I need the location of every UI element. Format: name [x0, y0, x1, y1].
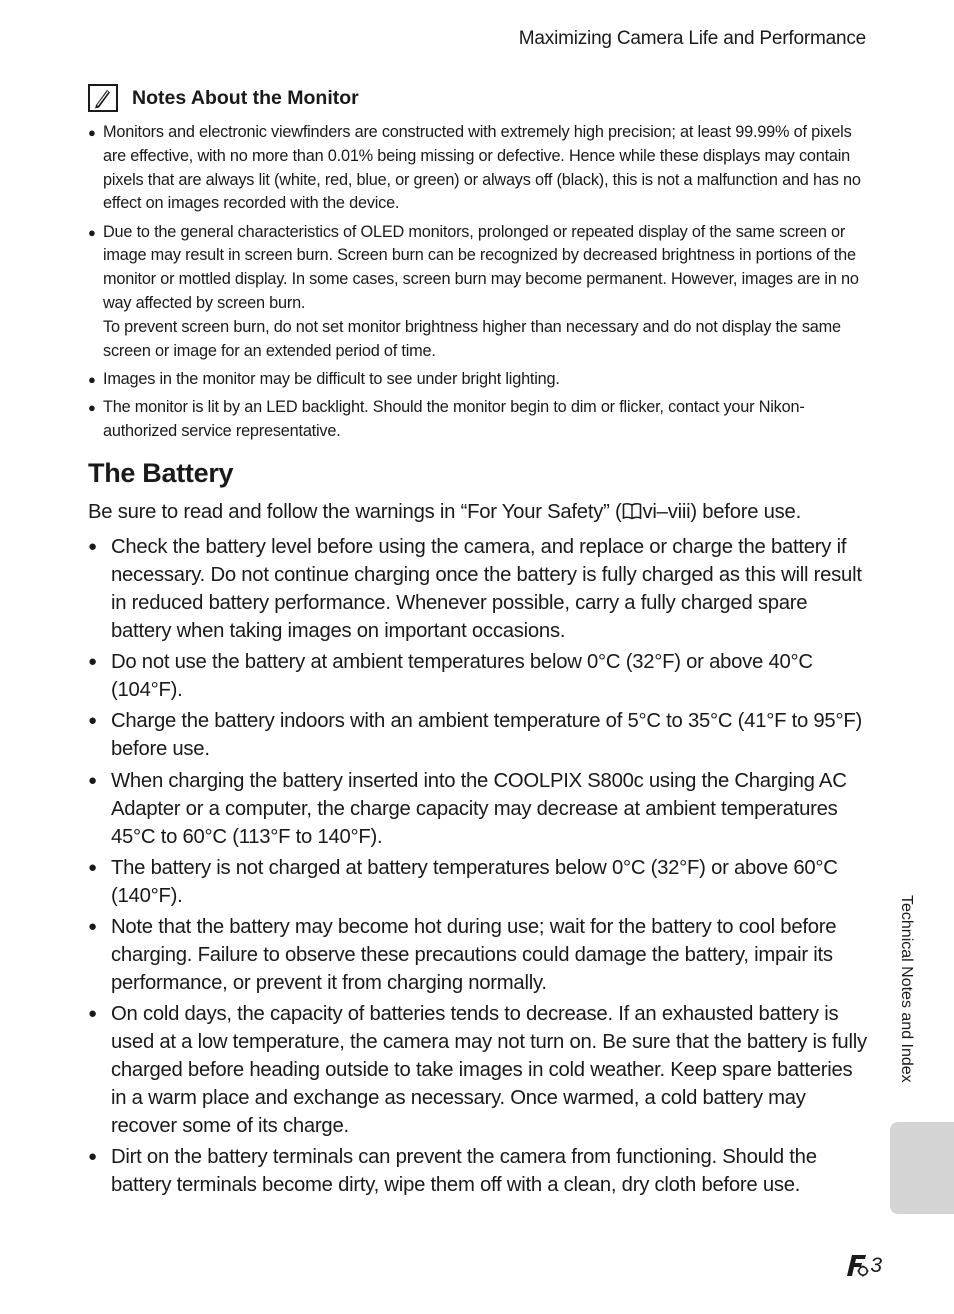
f-section-icon [845, 1253, 869, 1279]
list-item [88, 221, 868, 364]
side-section-label: Technical Notes and Index [898, 895, 915, 1083]
list-item [88, 767, 868, 851]
note-text: The monitor is lit by an LED backlight. Should the monitor begin to dim or flicker, contact your Nikon-authorized service representative. [103, 398, 805, 441]
battery-item-text: Do not use the battery at ambient temperatures below 0°C (32°F) or above 40°C (104°F). [111, 651, 813, 702]
list-item [88, 121, 868, 216]
battery-item-text: Charge the battery indoors with an ambient temperature of 5°C to 35°C (41°F to 95°F) before use. [111, 710, 862, 761]
bullet: ● [88, 1148, 97, 1166]
note-text: Due to the general characteristics of OLED monitors, prolonged or repeated display of the same screen or image may result in screen burn. Screen burn can be recognized by decreased brightness in portions of the monitor or mottled display. In some cases, screen burn may become permanent. However, images are in no way affected by screen burn. [103, 222, 859, 313]
section-thumb-tab[interactable] [890, 1122, 954, 1214]
list-item [88, 396, 868, 444]
list-item [88, 854, 868, 910]
pencil-note-icon [88, 84, 118, 112]
intro-text: Be sure to read and follow the warnings in “For Your Safety” ( [88, 501, 622, 523]
page-reference-link[interactable]: vi–viii [642, 501, 691, 523]
bullet: ● [88, 538, 97, 555]
notes-heading: Notes About the Monitor [132, 86, 359, 109]
note-text: Monitors and electronic viewfinders are constructed with extremely high precision; at least 99.99% of pixels are effective, with no more than 0.01% being missing or defective. Hence while these displays may contain pixels that are always lit (white, red, blue, or green) or always off (black), this is not a malfunction and has no effect on images recorded with the device. [103, 123, 861, 213]
page-number-text: 3 [870, 1254, 882, 1277]
battery-item-text: Note that the battery may become hot during use; wait for the battery to cool before charging. Failure to observe these precautions could damage the battery, impair its performance, or prevent it from charging normally. [111, 915, 837, 994]
book-reference-icon [622, 502, 642, 520]
bullet: ● [88, 858, 97, 876]
list-item [88, 913, 868, 997]
bullet: ● [88, 771, 97, 789]
list-item [88, 648, 868, 704]
battery-item-text: On cold days, the capacity of batteries tends to decrease. If an exhausted battery is used at a low temperature, the camera may not turn on. Be sure that the battery is fully charged before heading outside to take images in cold weather. Keep spare batteries in a warm place and exchange as necessary. Once warmed, a cold battery may recover some of its charge. [111, 1003, 867, 1138]
bullet: ● [88, 224, 96, 240]
notes-heading-row [88, 84, 359, 112]
bullet: ● [88, 1005, 97, 1023]
battery-intro [88, 501, 878, 524]
page-number [844, 1253, 882, 1279]
list-item [88, 368, 868, 392]
battery-item-text: Check the battery level before using the camera, and replace or charge the battery if necessary. Do not continue charging once the battery is fully charged as this will result in reduced battery performance. Whenever possible, carry a fully charged spare battery when taking images on important occasions. [111, 536, 862, 642]
list-item [88, 1000, 868, 1140]
section-title: The Battery [88, 458, 234, 488]
page-header-title: Maximizing Camera Life and Performance [518, 28, 866, 49]
battery-item-text: The battery is not charged at battery temperatures below 0°C (32°F) or above 60°C (140°F). [111, 856, 838, 907]
bullet: ● [88, 371, 96, 387]
bullet: ● [88, 400, 96, 416]
note-subtext: To prevent screen burn, do not set monitor brightness higher than necessary and do not display the same screen or image for an extended period of time. [103, 317, 841, 360]
bullet: ● [88, 653, 97, 671]
monitor-notes-list [88, 121, 868, 448]
battery-item-text: When charging the battery inserted into the COOLPIX S800c using the Charging AC Adapter or a computer, the charge capacity may decrease at ambient temperatures 45°C to 60°C (113°F to 140°F). [111, 769, 847, 848]
bullet: ● [88, 125, 96, 140]
intro-text-end: ) before use. [690, 501, 801, 523]
list-item [88, 707, 868, 763]
list-item [88, 1143, 868, 1199]
list-item [88, 533, 868, 645]
note-text: Images in the monitor may be difficult to see under bright lighting. [103, 369, 560, 388]
battery-list [88, 533, 868, 1203]
bullet: ● [88, 712, 97, 730]
bullet: ● [88, 917, 97, 935]
battery-item-text: Dirt on the battery terminals can prevent the camera from functioning. Should the battery terminals become dirty, wipe them off with a clean, dry cloth before use. [111, 1146, 817, 1197]
